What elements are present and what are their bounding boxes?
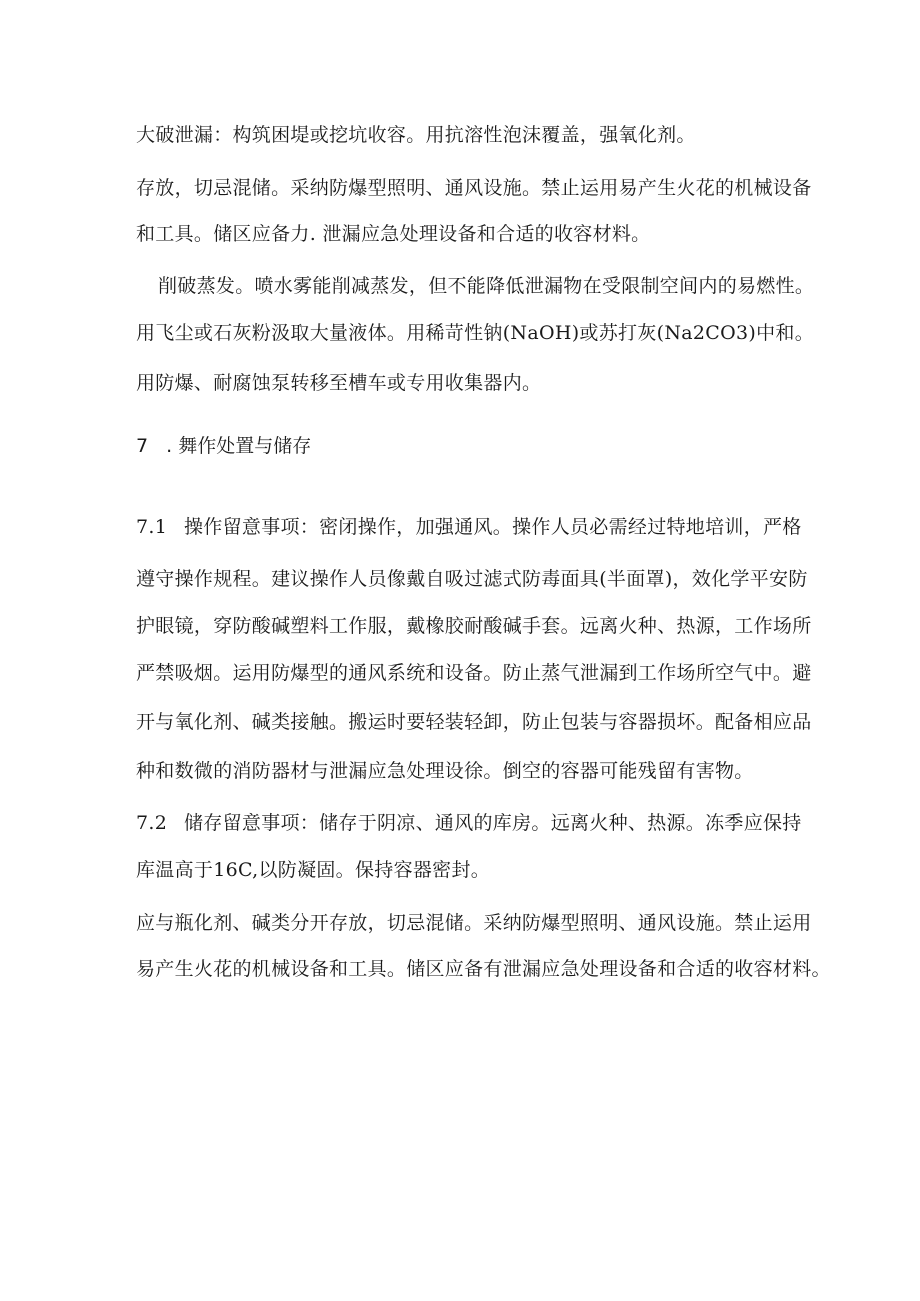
section-number: 7 (136, 435, 149, 457)
subsection-number: 7.1 (136, 516, 168, 538)
text-line: 大破泄漏：构筑困堤或挖坑收容。用抗溶性泡沫覆盖，强氧化剂。 (136, 124, 696, 146)
text-line: 开与氧化剂、碱类接触。搬运时要轻装轻卸，防止包装与容器损坏。配备相应品 (136, 711, 812, 733)
text-line: 严禁吸烟。运用防爆型的通风系统和设备。防止蒸气泄漏到工作场所空气中。避 (136, 662, 812, 684)
text-line: 种和数微的消防器材与泄漏应急处理设徐。倒空的容器可能残留有害物。 (136, 760, 754, 782)
text-span: 操作留意事项：密闭操作，加强通风。操作人员必需经过特地培训，严格 (184, 516, 802, 538)
text-line: 存放，切忌混储。采纳防爆型照明、通风设施。禁止运用易产生火花的机械设备 (136, 177, 812, 199)
section-heading-7 (136, 433, 311, 459)
text-line: 用飞尘或石灰粉汲取大量液体。用稀苛性钠(NaOH)或苏打灰(Na2CO3)中和。 (136, 322, 814, 344)
subsection-7-2-line (136, 810, 802, 836)
text-line: 削破蒸发。喷水雾能削减蒸发，但不能降低泄漏物在受限制空间内的易燃性。 (158, 275, 815, 297)
text-line: 遵守操作规程。建议操作人员像戴自吸过滤式防毒面具(半面罩)，效化学平安防 (136, 568, 808, 590)
text-line: 护眼镜，穿防酸碱塑料工作服，戴橡胶耐酸碱手套。远离火种、热源，工作场所 (136, 615, 812, 637)
text-line: 易产生火花的机械设备和工具。储区应备有泄漏应急处理设备和合适的收容材料。 (136, 958, 831, 980)
text-line: 库温高于16C,以防凝固。保持容器密封。 (136, 859, 491, 881)
section-title: . 舞作处置与储存 (166, 435, 312, 457)
subsection-7-1-line (136, 514, 802, 540)
text-line: 应与瓶化剂、碱类分开存放，切忌混储。采纳防爆型照明、通风设施。禁止运用 (136, 912, 812, 934)
text-span: 储存留意事项：储存于阴凉、通风的库房。远离火种、热源。冻季应保持 (184, 812, 802, 834)
subsection-number: 7.2 (136, 812, 168, 834)
text-line: 用防爆、耐腐蚀泵转移至槽车或专用收集器内。 (136, 372, 542, 394)
text-line: 和工具。储区应备力. 泄漏应急处理设备和合适的收容材料。 (136, 223, 651, 245)
